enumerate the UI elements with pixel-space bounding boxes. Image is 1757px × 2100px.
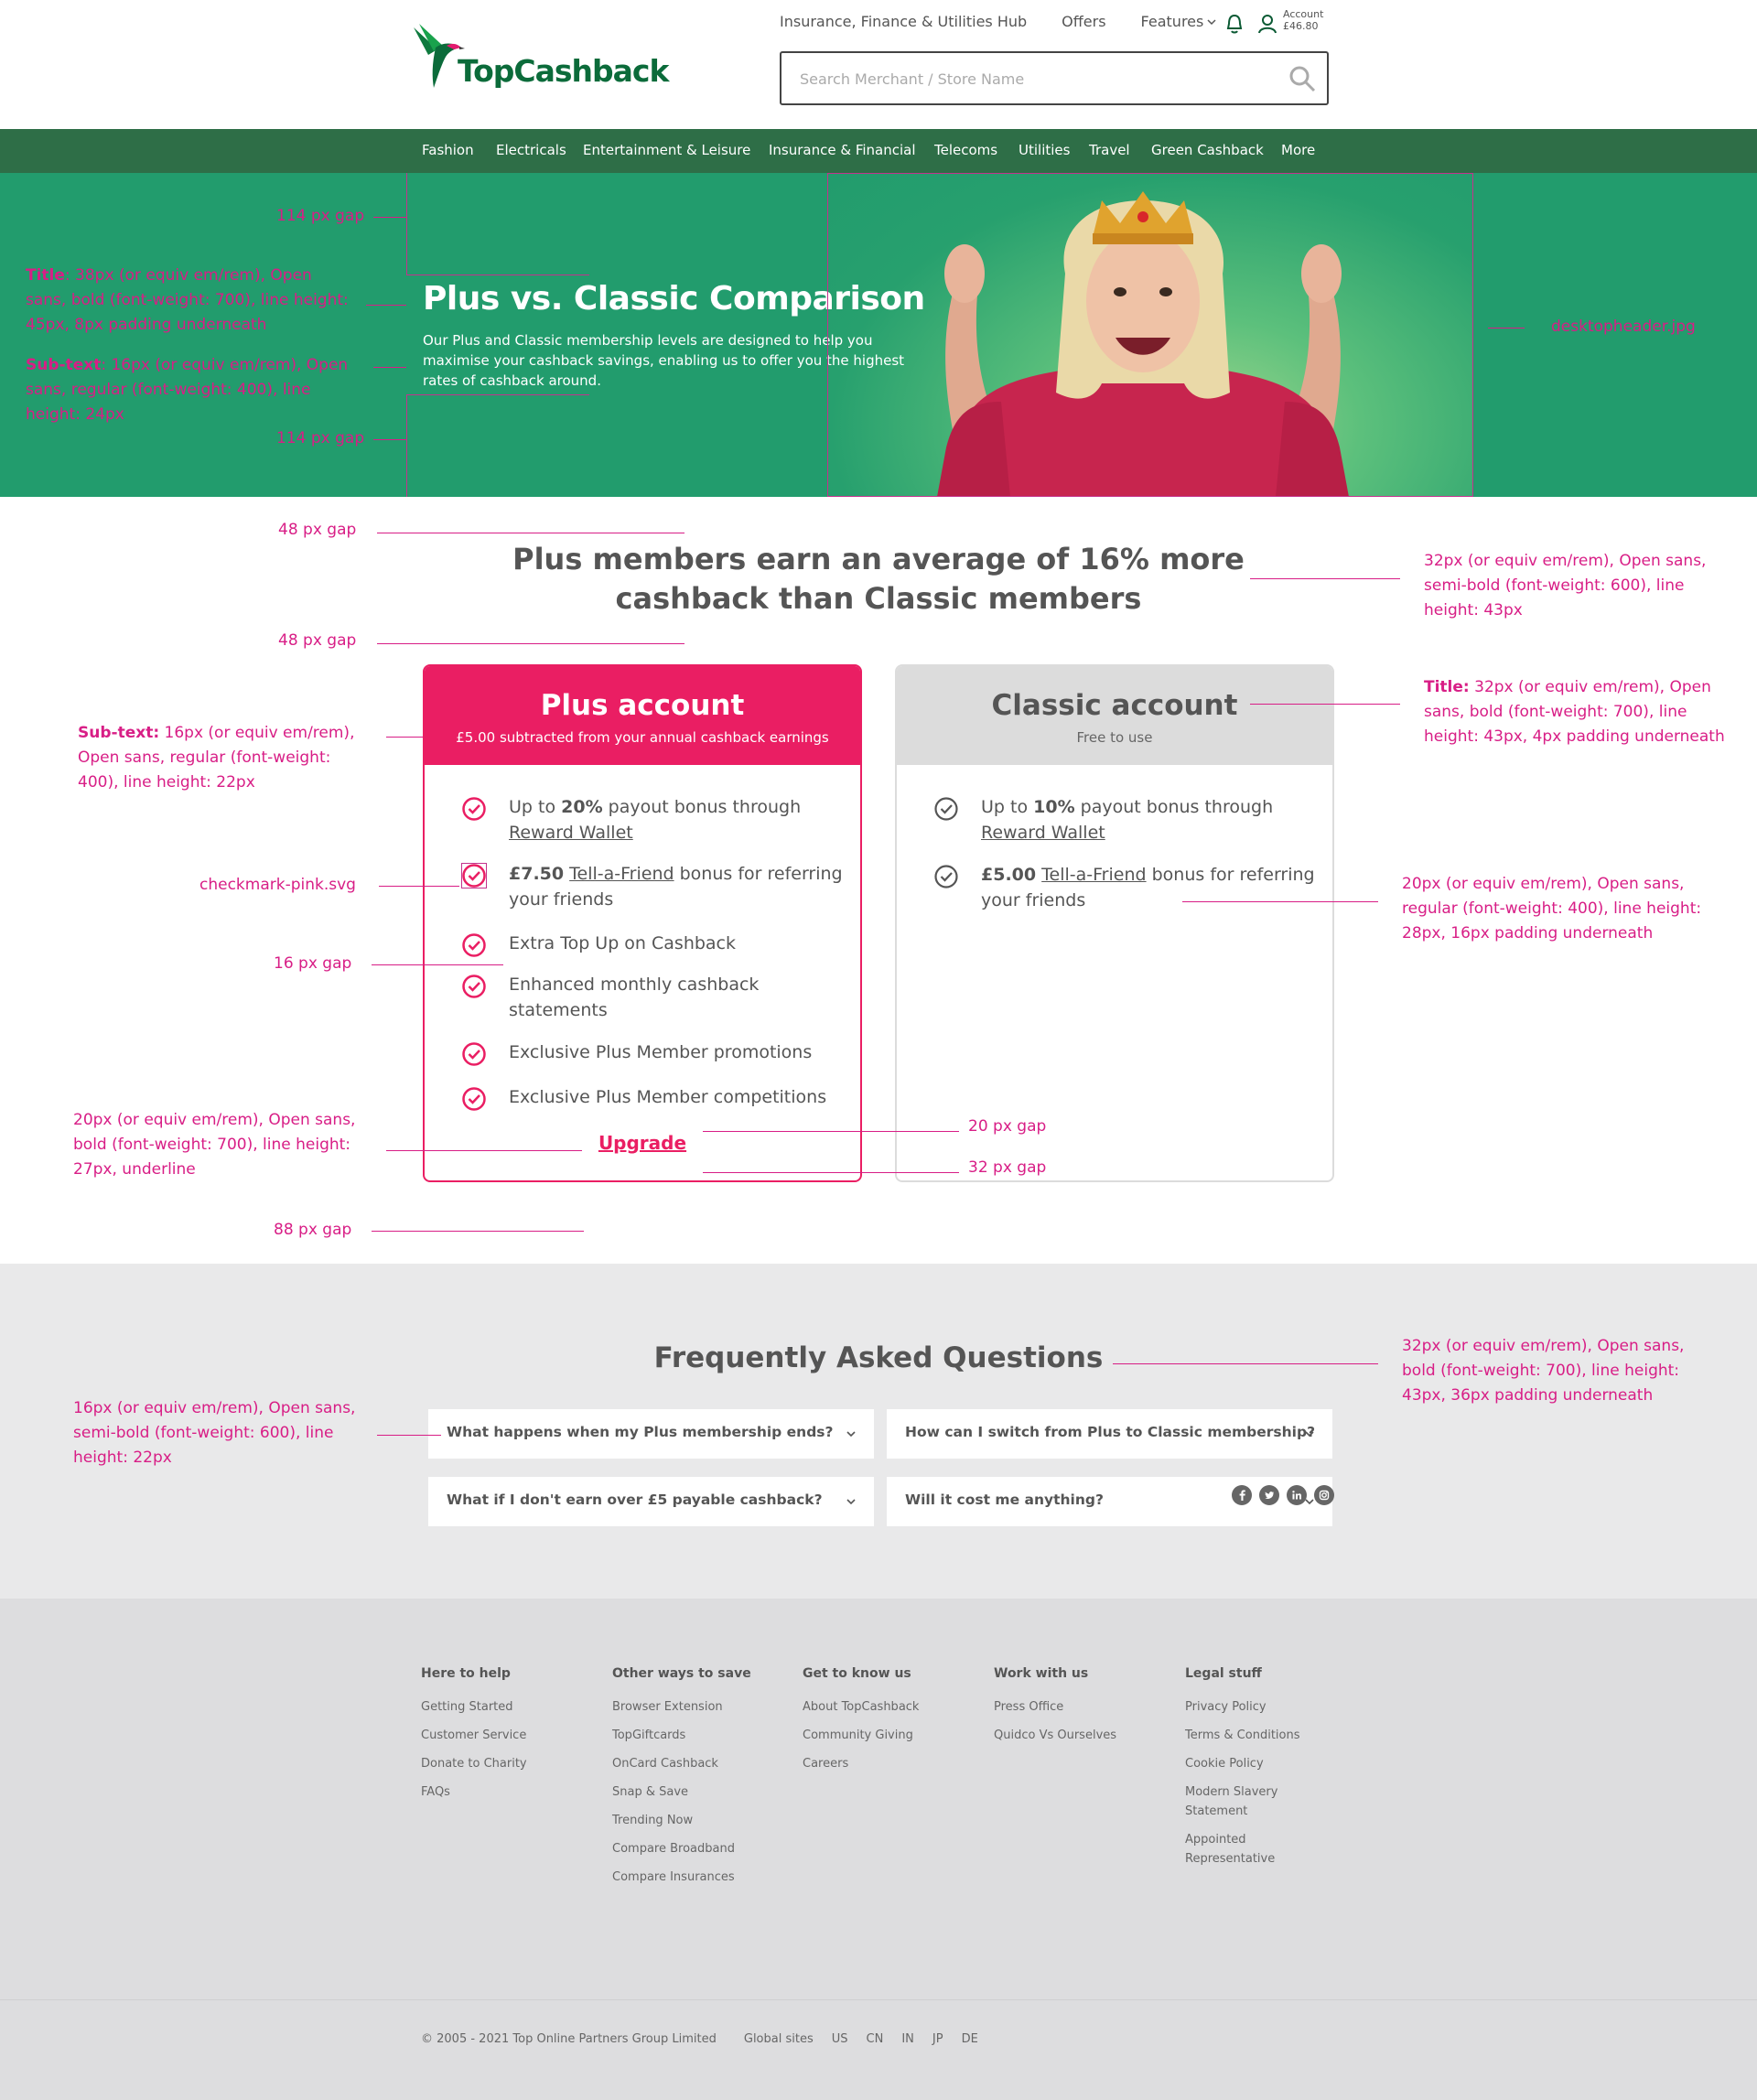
classic-account-card	[895, 664, 1334, 1182]
faq-item[interactable]	[887, 1409, 1332, 1459]
footer-heading: Legal stuff	[1185, 1666, 1262, 1681]
features-label: Features	[1140, 13, 1204, 30]
linkedin-icon[interactable]	[1287, 1485, 1307, 1505]
annotation-headline-spec: 32px (or equiv em/rem), Open sans, semi-bold (font-weight: 600), line height: 43px	[1424, 552, 1707, 619]
feature-pre: Up to	[981, 797, 1034, 817]
annotation-gap-20: 20 px gap	[968, 1117, 1047, 1136]
checkmark-pink-icon	[461, 796, 487, 822]
annotation-spec: 16px (or equiv em/rem), Open sans, regular (font-weight: 400), line height: 22px	[78, 724, 355, 792]
classic-card-header	[897, 666, 1332, 765]
checkmark-pink-icon	[461, 1041, 487, 1067]
comparison-headline: Plus members earn an average of 16% more cashback than Classic members	[512, 542, 1245, 616]
footer-link[interactable]: Customer Service	[421, 1728, 527, 1742]
site-footer	[0, 1599, 1757, 2100]
feature-text: Exclusive Plus Member competitions	[509, 1087, 827, 1107]
footer-link[interactable]: FAQs	[421, 1785, 450, 1799]
tell-a-friend-link[interactable]: Tell-a-Friend	[569, 864, 674, 884]
footer-link[interactable]: Careers	[803, 1757, 849, 1771]
country-link-jp[interactable]: JP	[932, 2032, 943, 2046]
nav-green-cashback[interactable]: Green Cashback	[1151, 142, 1264, 158]
annotation-hero-title	[26, 264, 355, 338]
nav-entertainment[interactable]: Entertainment & Leisure	[583, 142, 751, 158]
hub-link[interactable]: Insurance, Finance & Utilities Hub	[780, 13, 1028, 30]
reward-wallet-link[interactable]: Reward Wallet	[509, 823, 633, 843]
footer-link[interactable]: Terms & Conditions	[1185, 1728, 1300, 1742]
annotation-line	[1113, 1363, 1378, 1364]
country-link-de[interactable]: DE	[961, 2032, 978, 2046]
annotation-line	[373, 439, 406, 440]
annotation-line	[1250, 578, 1400, 579]
hero-subtitle: Our Plus and Classic membership levels are designed to help you maximise your cashback savings, enabling us to offer you the highest rates of cashback around.	[423, 332, 905, 389]
account-summary[interactable]	[1283, 8, 1323, 32]
footer-link[interactable]: Browser Extension	[612, 1700, 723, 1714]
classic-feature-referral	[933, 862, 1318, 913]
country-link-cn[interactable]: CN	[866, 2032, 884, 2046]
chevron-down-icon	[1303, 1427, 1316, 1440]
annotation-line	[1182, 901, 1378, 902]
nav-travel[interactable]: Travel	[1089, 142, 1130, 158]
footer-link[interactable]: Getting Started	[421, 1700, 513, 1714]
twitter-icon[interactable]	[1259, 1485, 1279, 1505]
plus-feature-competitions	[461, 1084, 846, 1112]
annotation-spec: 32px (or equiv em/rem), Open sans, bold (font-weight: 700), line height: 43px, 4px padding underneath	[1424, 678, 1725, 746]
annotation-line	[373, 217, 406, 218]
instagram-icon[interactable]	[1314, 1485, 1334, 1505]
footer-link[interactable]: TopGiftcards	[612, 1728, 686, 1742]
chevron-down-icon	[845, 1495, 857, 1508]
annotation-card-sub	[78, 721, 371, 795]
plus-card-subtitle: £5.00 subtracted from your annual cashback earnings	[456, 729, 829, 746]
faq-item[interactable]	[428, 1477, 874, 1526]
feature-bold: £7.50	[509, 864, 565, 884]
annotation-hero-sub	[26, 353, 355, 427]
faq-item[interactable]	[428, 1409, 874, 1459]
offers-link[interactable]: Offers	[1062, 13, 1106, 30]
annotation-gap-48-bottom: 48 px gap	[278, 631, 357, 650]
plus-card-header	[425, 666, 860, 765]
annotation-card-title	[1424, 675, 1726, 749]
country-link-in[interactable]: IN	[901, 2032, 914, 2046]
account-balance: £46.80	[1283, 20, 1319, 32]
global-sites-label: Global sites	[743, 2032, 814, 2046]
feature-text: Exclusive Plus Member promotions	[509, 1042, 813, 1062]
bell-icon[interactable]	[1224, 13, 1245, 35]
footer-heading: Here to help	[421, 1666, 511, 1681]
footer-link[interactable]: Snap & Save	[612, 1785, 689, 1799]
footer-heading: Work with us	[994, 1666, 1089, 1681]
footer-link[interactable]: Press Office	[994, 1700, 1064, 1714]
nav-more[interactable]: More	[1281, 142, 1316, 158]
faq-question: What happens when my Plus membership ends?	[447, 1424, 834, 1440]
classic-card-title: Classic account	[991, 689, 1238, 722]
nav-telecoms[interactable]: Telecoms	[934, 142, 998, 158]
classic-card-subtitle: Free to use	[1076, 729, 1153, 746]
annotation-line	[386, 1150, 582, 1151]
annotation-line	[377, 643, 684, 644]
annotation-feature-spec: 20px (or equiv em/rem), Open sans, regular (font-weight: 400), line height: 28px, 16px padding underneath	[1402, 875, 1702, 942]
feature-bold: 10%	[1033, 797, 1075, 817]
site-header	[0, 0, 1757, 129]
feature-text: Extra Top Up on Cashback	[509, 933, 737, 953]
footer-link[interactable]: OnCard Cashback	[612, 1757, 718, 1771]
hero-title: Plus vs. Classic Comparison	[423, 280, 925, 318]
annotation-line	[373, 367, 406, 368]
category-nav	[0, 129, 1757, 173]
annotation-line	[386, 737, 423, 738]
footer-heading: Other ways to save	[612, 1666, 751, 1681]
plus-feature-promotions	[461, 1039, 846, 1067]
annotation-line	[377, 1435, 441, 1436]
checkmark-grey-icon	[933, 796, 959, 822]
checkmark-pink-icon	[461, 863, 487, 888]
faq-question: What if I don't earn over £5 payable cashback?	[447, 1492, 823, 1508]
feature-post: bonus for referring your friends	[509, 864, 843, 910]
guide-box-image	[827, 173, 1473, 497]
plus-feature-payout	[461, 794, 846, 845]
top-links	[780, 13, 1251, 30]
feature-bold: 20%	[561, 797, 603, 817]
annotation-hero-image: desktopheader.jpg	[1551, 318, 1696, 336]
guide-box-bottom	[406, 394, 589, 497]
footer-column-work	[994, 1666, 1126, 1754]
nav-insurance[interactable]: Insurance & Financial	[769, 142, 916, 158]
footer-link[interactable]: Cookie Policy	[1185, 1757, 1264, 1771]
feature-text	[981, 794, 1318, 845]
faq-title: Frequently Asked Questions	[653, 1341, 1104, 1374]
reward-wallet-link[interactable]: Reward Wallet	[981, 823, 1105, 843]
upgrade-link[interactable]: Upgrade	[598, 1132, 687, 1154]
feature-bold: £5.00	[981, 865, 1037, 885]
footer-link[interactable]: Privacy Policy	[1185, 1700, 1267, 1714]
search-box	[780, 51, 1329, 105]
annotation-line	[703, 1131, 959, 1132]
faq-question: Will it cost me anything?	[905, 1492, 1104, 1508]
plus-account-card	[423, 664, 862, 1182]
annotation-faq-title-spec: 32px (or equiv em/rem), Open sans, bold (font-weight: 700), line height: 43px, 36px padding underneath	[1402, 1337, 1685, 1405]
nav-utilities[interactable]: Utilities	[1019, 142, 1071, 158]
footer-link[interactable]: Donate to Charity	[421, 1757, 527, 1771]
annotation-gap-16: 16 px gap	[274, 954, 352, 973]
feature-post: bonus for referring your friends	[981, 865, 1315, 910]
footer-column-legal	[1185, 1666, 1318, 1878]
plus-feature-referral	[461, 861, 846, 912]
copyright: © 2005 - 2021 Top Online Partners Group Limited	[421, 2032, 717, 2046]
footer-column-save	[612, 1666, 751, 1896]
faq-question: How can I switch from Plus to Classic membership?	[905, 1424, 1316, 1440]
search-icon[interactable]	[1288, 65, 1316, 92]
chevron-down-icon	[1207, 17, 1216, 27]
annotation-line	[366, 305, 406, 306]
footer-link[interactable]: Trending Now	[612, 1814, 694, 1827]
annotation-faq-item-spec: 16px (or equiv em/rem), Open sans, semi-bold (font-weight: 600), line height: 22px	[73, 1399, 356, 1467]
annotation-gap-48-top: 48 px gap	[278, 521, 357, 539]
guide-box-top	[406, 173, 589, 275]
feature-post: payout bonus through	[602, 797, 802, 817]
feature-pre: Up to	[509, 797, 562, 817]
annotation-hero-gap-bottom: 114 px gap	[276, 429, 365, 447]
annotation-spec: : 16px (or equiv em/rem), Open sans, regular (font-weight: 400), line height: 24px	[26, 356, 349, 424]
annotation-line	[1250, 704, 1400, 705]
annotation-line	[372, 964, 503, 965]
annotation-label: Sub-text:	[78, 724, 160, 742]
annotation-checkmark: checkmark-pink.svg	[199, 876, 356, 894]
footer-link[interactable]: About TopCashback	[803, 1700, 920, 1714]
footer-link[interactable]: Modern Slavery Statement	[1185, 1785, 1278, 1818]
annotation-gap-32: 32 px gap	[968, 1158, 1047, 1177]
features-menu[interactable]	[1141, 13, 1217, 30]
annotation-line	[703, 1172, 959, 1173]
checkmark-grey-icon	[933, 864, 959, 889]
checkmark-pink-icon	[461, 974, 487, 999]
account-label: Account	[1283, 8, 1324, 20]
footer-link[interactable]: Compare Insurances	[612, 1870, 735, 1884]
footer-bottom-bar	[421, 2032, 997, 2046]
footer-divider	[0, 1999, 1757, 2000]
annotation-line	[379, 886, 459, 887]
classic-feature-payout	[933, 794, 1318, 845]
tell-a-friend-link[interactable]: Tell-a-Friend	[1041, 865, 1147, 885]
feature-text	[509, 794, 846, 845]
feature-text	[509, 861, 846, 912]
account-icon[interactable]	[1257, 13, 1277, 35]
annotation-spec: : 38px (or equiv em/rem), Open sans, bold (font-weight: 700), line height: 45px, 8px padding underneath	[26, 266, 349, 334]
annotation-label: Title	[26, 266, 65, 285]
feature-text: Enhanced monthly cashback statements	[509, 975, 760, 1020]
hummingbird-icon	[410, 22, 465, 95]
logo-wordmark: TopCashback	[458, 53, 669, 89]
nav-fashion[interactable]: Fashion	[422, 142, 474, 158]
feature-post: payout bonus through	[1074, 797, 1274, 817]
annotation-upgrade-spec: 20px (or equiv em/rem), Open sans, bold (font-weight: 700), line height: 27px, underline	[73, 1111, 356, 1179]
footer-heading: Get to know us	[803, 1666, 911, 1681]
checkmark-pink-icon	[461, 1086, 487, 1112]
nav-electricals[interactable]: Electricals	[496, 142, 566, 158]
footer-column-about	[803, 1666, 935, 1782]
footer-column-help	[421, 1666, 554, 1811]
plus-feature-topup	[461, 931, 846, 958]
annotation-label: Sub-text	[26, 356, 102, 374]
plus-feature-statements	[461, 972, 846, 1023]
plus-card-title: Plus account	[540, 689, 745, 722]
annotation-hero-gap-top: 114 px gap	[276, 207, 365, 225]
footer-link[interactable]: Quidco Vs Ourselves	[994, 1728, 1117, 1742]
checkmark-pink-icon	[461, 932, 487, 958]
annotation-gap-88: 88 px gap	[274, 1221, 352, 1239]
footer-link[interactable]: Appointed Representative	[1185, 1833, 1276, 1866]
country-link-us[interactable]: US	[831, 2032, 848, 2046]
footer-link[interactable]: Compare Broadband	[612, 1842, 735, 1856]
annotation-label: Title:	[1424, 678, 1470, 696]
annotation-line	[372, 1231, 584, 1232]
feature-text	[981, 862, 1318, 913]
chevron-down-icon	[845, 1427, 857, 1440]
topcashback-logo[interactable]	[410, 22, 669, 95]
search-input[interactable]	[800, 66, 1257, 92]
footer-link[interactable]: Community Giving	[803, 1728, 913, 1742]
facebook-icon[interactable]	[1232, 1485, 1252, 1505]
